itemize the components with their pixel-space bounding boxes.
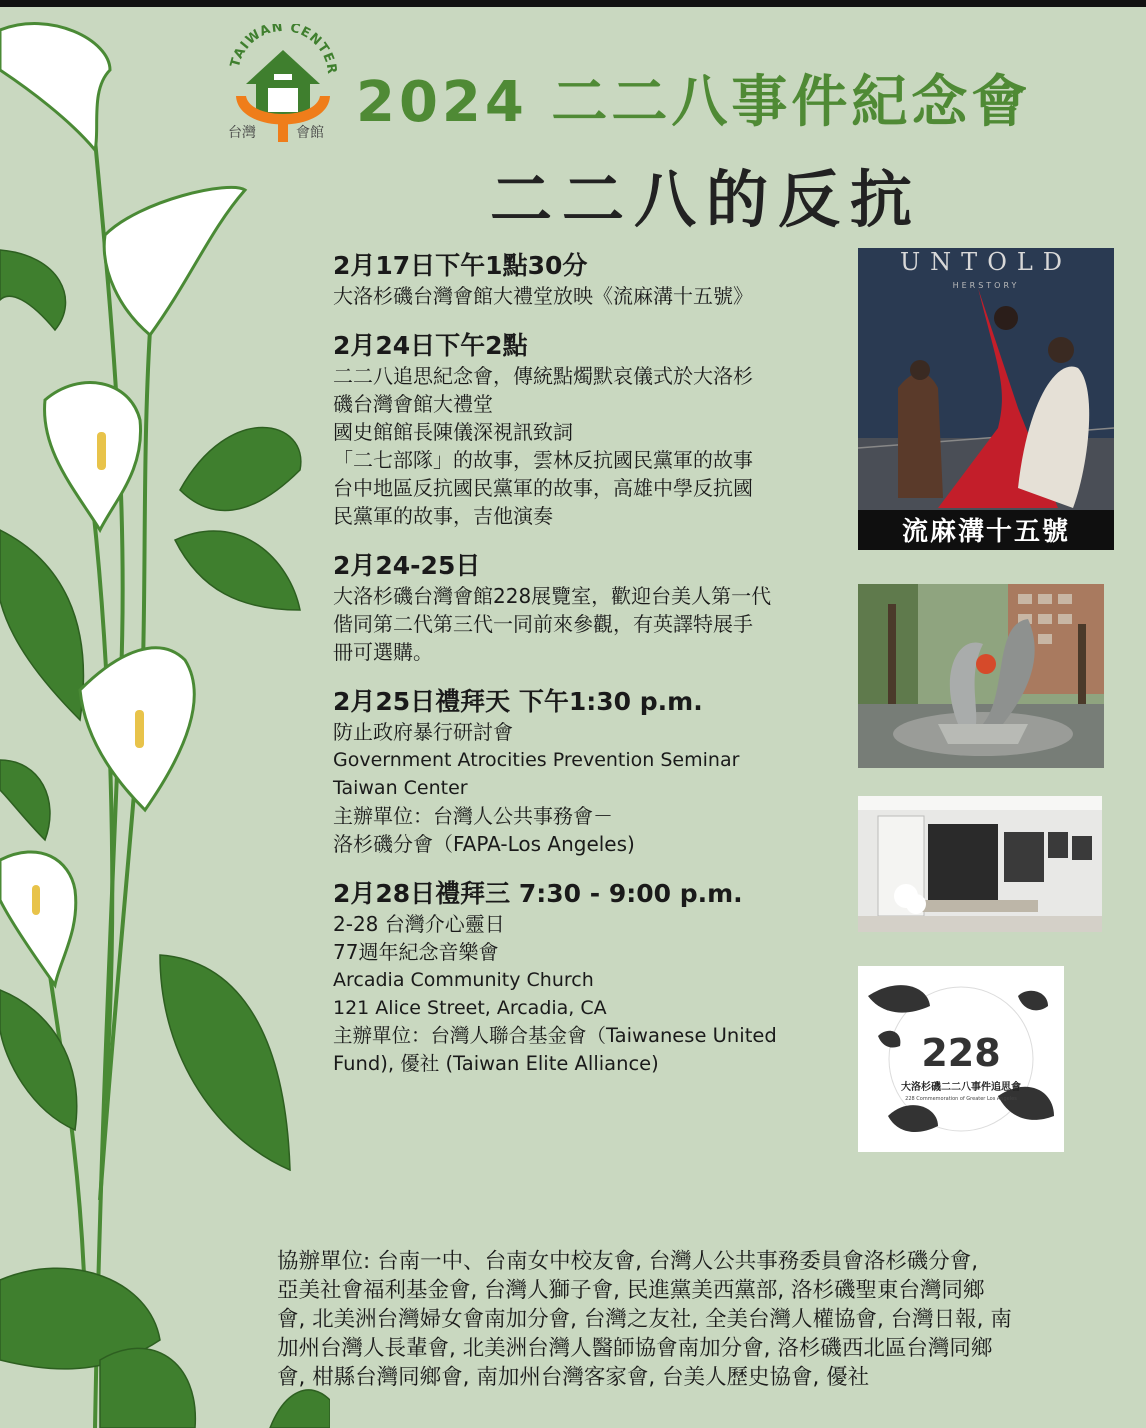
event-line: 磯台灣會館大禮堂	[333, 392, 493, 416]
memorial-sculpture-photo	[858, 584, 1104, 768]
exhibition-room-photo	[858, 796, 1102, 932]
poster-bottom-text: 流麻溝十五號	[901, 517, 1071, 547]
calla-lily-illustration	[0, 0, 330, 1428]
event-line: 大洛杉磯台灣會館大禮堂放映《流麻溝十五號》	[333, 284, 753, 308]
event-line: 主辦單位：台灣人聯合基金會（Taiwanese United	[333, 1024, 777, 1047]
logo-right-text: 會館	[296, 125, 324, 141]
event-date: 2月24日下午2點	[333, 331, 528, 360]
event-line: 洛杉磯分會（FAPA-Los Angeles)	[333, 832, 635, 856]
event-line: 77週年紀念音樂會	[333, 940, 499, 964]
event-line: 冊可選購。	[333, 640, 433, 664]
event-line: 大洛杉磯台灣會館228展覽室，歡迎台美人第一代	[333, 584, 772, 608]
poster-title-text: UNTOLD	[899, 248, 1073, 276]
event-line: Arcadia Community Church	[333, 969, 594, 991]
taiwan-center-logo	[228, 24, 338, 146]
page-title: 2024 二二八事件紀念會	[356, 70, 1032, 135]
event-line: 台中地區反抗國民黨軍的故事，高雄中學反抗國	[333, 476, 753, 500]
event-line: 121 Alice Street, Arcadia, CA	[333, 997, 607, 1019]
event-line: 偕同第二代第三代一同前來參觀，有英譯特展手	[333, 612, 753, 636]
co-organizers-line: 亞美社會福利基金會, 台灣人獅子會, 民進黨美西黨部, 洛杉磯聖東台灣同鄉	[277, 1278, 985, 1303]
page-subtitle: 二二八的反抗	[490, 163, 923, 236]
event-line: Government Atrocities Prevention Seminar	[333, 749, 740, 771]
memorial-caption-zh: 大洛杉磯二二八事件追思會	[901, 1082, 1021, 1093]
event-item	[333, 330, 843, 530]
event-line: Taiwan Center	[333, 777, 468, 799]
event-date: 2月25日禮拜天 下午1:30 p.m.	[333, 687, 703, 716]
event-line: 主辦單位：台灣人公共事務會－	[333, 804, 613, 828]
event-date: 2月28日禮拜三 7:30 - 9:00 p.m.	[333, 879, 743, 908]
logo-arc-text: TAIWAN CENTER	[228, 24, 338, 76]
co-organizers-line: 會, 柑縣台灣同鄉會, 南加州台灣客家會, 台美人歷史協會, 優社	[277, 1365, 870, 1390]
event-line: 2-28 台灣介心靈日	[333, 912, 505, 936]
co-organizers-line: 協辦單位: 台南一中、台南女中校友會, 台灣人公共事務委員會洛杉磯分會,	[277, 1249, 979, 1274]
movie-poster-image	[858, 248, 1114, 550]
memorial-caption-en: 228 Commemoration of Greater Los Angeles	[905, 1096, 1017, 1102]
event-item	[333, 878, 843, 1078]
event-line: Fund), 優社 (Taiwan Elite Alliance)	[333, 1052, 659, 1075]
event-line: 「二七部隊」的故事，雲林反抗國民黨軍的故事	[333, 448, 753, 472]
memorial-228-number: 228	[921, 1031, 1001, 1075]
event-line: 防止政府暴行研討會	[333, 720, 513, 744]
co-organizers-line: 會, 北美洲台灣婦女會南加分會, 台灣之友社, 全美台灣人權協會, 台灣日報, 南	[277, 1307, 1012, 1332]
co-organizers-text	[277, 1247, 1097, 1392]
memorial-228-graphic	[858, 966, 1064, 1152]
event-line: 國史館館長陳儀深視訊致詞	[333, 420, 573, 444]
event-line: 民黨軍的故事，吉他演奏	[333, 504, 553, 528]
event-item	[333, 250, 843, 310]
event-list	[333, 250, 843, 1098]
event-date: 2月17日下午1點30分	[333, 251, 588, 280]
event-item	[333, 686, 843, 858]
event-item	[333, 550, 843, 666]
co-organizers-line: 加州台灣人長輩會, 北美洲台灣人醫師協會南加分會, 洛杉磯西北區台灣同鄉	[277, 1336, 993, 1361]
event-date: 2月24-25日	[333, 551, 481, 580]
poster-subtitle-text: HERSTORY	[952, 281, 1020, 290]
logo-left-text: 台灣	[228, 125, 256, 141]
event-line: 二二八追思紀念會，傳統點燭默哀儀式於大洛杉	[333, 364, 753, 388]
